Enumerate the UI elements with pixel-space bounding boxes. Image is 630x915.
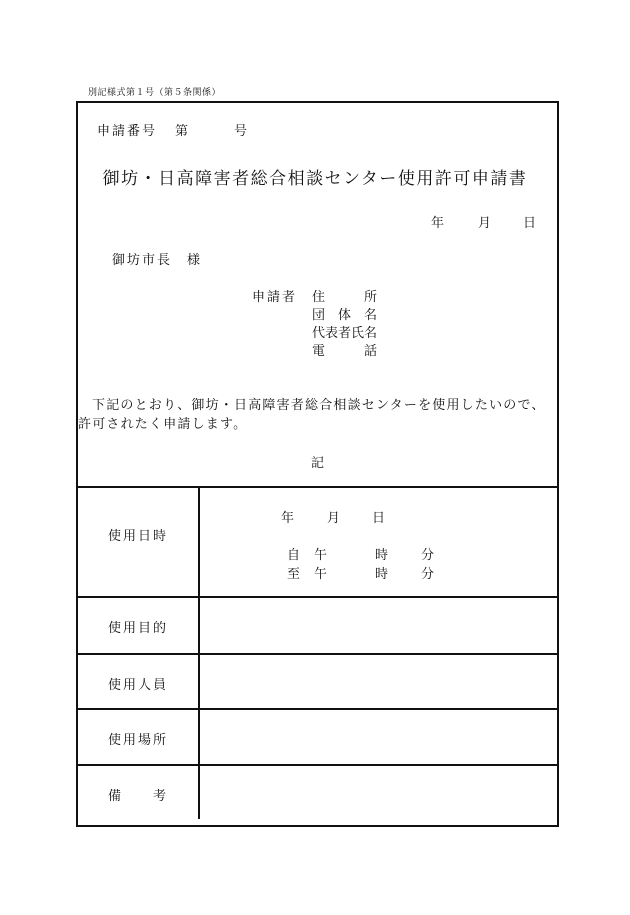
addressee: 御坊市長 様 (112, 253, 203, 268)
usage-date-day: 日 (372, 511, 386, 526)
row-divider-location (76, 764, 559, 766)
purpose-label: 使用目的 (107, 621, 168, 636)
ki-label: 記 (311, 456, 325, 471)
usage-date-month: 月 (327, 511, 341, 526)
row-divider-datetime (76, 596, 559, 598)
phone-label: 電 話 (312, 344, 378, 359)
address-label: 住 所 (312, 290, 378, 305)
number-suffix: 号 (234, 124, 248, 139)
form-note: 別記様式第１号（第５条関係） (88, 88, 222, 98)
time-to-label: 至 (287, 567, 301, 582)
time-from-gozen: 午 (314, 548, 328, 563)
row-divider-purpose (76, 653, 559, 655)
applicant-label: 申請者 (252, 290, 298, 305)
time-to-gozen: 午 (314, 567, 328, 582)
date-day-label: 日 (523, 216, 537, 231)
time-from-minute: 分 (421, 548, 435, 563)
purpose-field[interactable] (202, 600, 557, 652)
date-year-label: 年 (431, 216, 445, 231)
application-number-label: 申請番号 (97, 124, 158, 139)
usage-date-year: 年 (281, 511, 295, 526)
document-title: 御坊・日高障害者総合相談センター使用許可申請書 (102, 169, 528, 189)
date-month-label: 月 (478, 216, 492, 231)
remarks-label: 備 考 (107, 789, 168, 804)
row-divider-attendees (76, 708, 559, 710)
representative-label: 代表者氏名 (312, 326, 378, 341)
attendees-label: 使用人員 (107, 678, 168, 693)
attendees-field[interactable] (202, 657, 557, 707)
number-prefix: 第 (175, 124, 189, 139)
table-column-divider (198, 487, 200, 819)
request-body-text: 下記のとおり、御坊・日高障害者総合相談センターを使用したいので、許可されたく申請します。 (78, 398, 546, 432)
time-to-hour: 時 (375, 567, 389, 582)
location-field[interactable] (202, 712, 557, 763)
time-from-label: 自 (287, 548, 301, 563)
time-to-minute: 分 (421, 567, 435, 582)
remarks-field[interactable] (202, 768, 557, 824)
organization-label: 団 体 名 (312, 308, 378, 323)
table-top-border (76, 486, 559, 488)
usage-datetime-label: 使用日時 (107, 529, 168, 544)
location-label: 使用場所 (107, 733, 168, 748)
time-from-hour: 時 (375, 548, 389, 563)
